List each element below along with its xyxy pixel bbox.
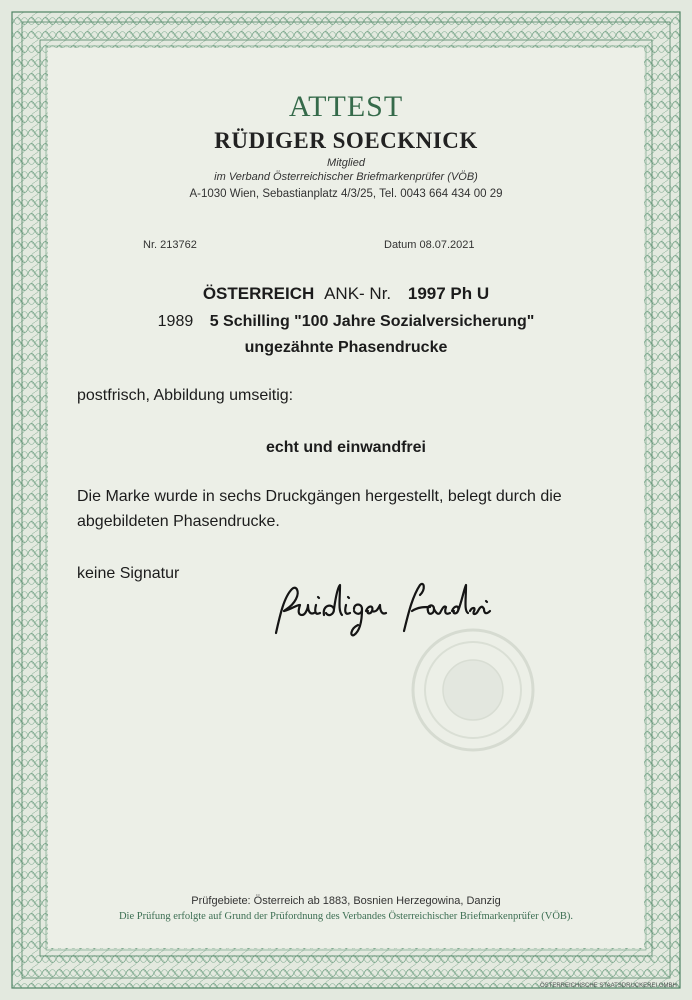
embossed-seal [408, 625, 538, 755]
association-line: im Verband Österreichischer Briefmarkenprüfer (VÖB) [214, 171, 478, 183]
examiner-name: RÜDIGER SOECKNICK [214, 128, 478, 153]
verdict-text: echt und einwandfrei [265, 439, 426, 456]
stamp-description: 5 Schilling "100 Jahre Sozialversicherung" [209, 313, 535, 330]
stamp-country: ÖSTERREICH [202, 284, 315, 303]
date-label: Datum [384, 239, 417, 251]
condition-text: postfrisch, Abbildung umseitig: [77, 387, 294, 404]
catalog-label: ANK- Nr. [324, 284, 392, 303]
certificate-date [384, 239, 475, 251]
note-line-1: Die Marke wurde in sechs Druckgängen hergestellt, belegt durch die [77, 488, 562, 505]
stamp-description-line [0, 313, 692, 331]
signature-note: keine Signatur [77, 565, 180, 582]
note-line-2: abgebildeten Phasendrucke. [77, 513, 280, 530]
printer-imprint: ÖSTERREICHISCHE STAATSDRUCKEREI GMBH [540, 983, 677, 989]
stamp-variety: ungezähnte Phasendrucke [244, 339, 448, 356]
address-line: A-1030 Wien, Sebastianplatz 4/3/25, Tel. 0043 664 434 00 29 [189, 188, 503, 200]
certificate-number-label: Nr. [143, 239, 158, 251]
catalog-number: 1997 Ph U [407, 284, 490, 303]
certificate-title: ATTEST [288, 90, 404, 123]
certificate-number [143, 239, 197, 251]
date-value: 08.07.2021 [419, 239, 475, 251]
certificate-number-value: 213762 [160, 239, 197, 251]
stamp-identification [0, 284, 692, 304]
examination-regions: Prüfgebiete: Österreich ab 1883, Bosnien Herzegowina, Danzig [191, 895, 501, 907]
stamp-year: 1989 [157, 313, 194, 330]
membership-label: Mitglied [327, 157, 365, 169]
examination-regulation: Die Prüfung erfolgte auf Grund der Prüfordnung des Verbandes Österreichischer Briefmarkenprüfer (VÖB). [118, 911, 574, 922]
